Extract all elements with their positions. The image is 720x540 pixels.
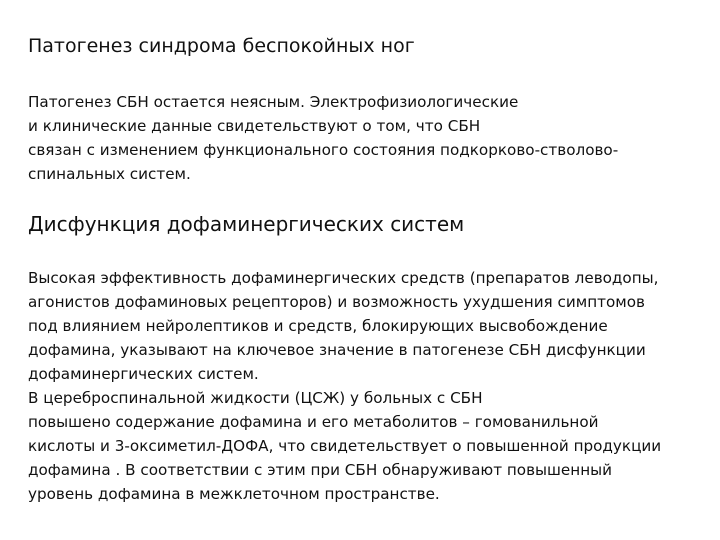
paragraph-line: Патогенез СБН остается неясным. Электрофизиологические [28,93,519,111]
paragraph-line: Высокая эффективность дофаминергических средств (препаратов леводопы, [28,269,659,287]
paragraph-line: кислоты и 3-оксиметил-ДОФА, что свидетельствует о повышенной продукции [28,437,662,455]
dopamine-paragraph [28,266,698,506]
paragraph-line: связан с изменением функционального состояния подкорково-стволово- [28,141,619,159]
paragraph-line: В цереброспинальной жидкости (ЦСЖ) у больных с СБН [28,389,483,407]
paragraph-line: под влиянием нейролептиков и средств, блокирующих высвобождение [28,317,608,335]
paragraph-line: дофамина, указывают на ключевое значение в патогенезе СБН дисфункции [28,341,646,359]
pathogenesis-paragraph [28,90,692,186]
paragraph-line: дофамина . В соответствии с этим при СБН обнаруживают повышенный [28,461,612,479]
paragraph-line: агонистов дофаминовых рецепторов) и возможность ухудшения симптомов [28,293,645,311]
paragraph-line: уровень дофамина в межклеточном пространстве. [28,485,440,503]
slide-title: Патогенез синдрома беспокойных ног [28,35,415,57]
section-heading: Дисфункция дофаминергических систем [28,212,465,236]
paragraph-line: спинальных систем. [28,165,191,183]
paragraph-line: и клинические данные свидетельствуют о том, что СБН [28,117,481,135]
paragraph-line: повышено содержание дофамина и его метаболитов – гомованильной [28,413,599,431]
paragraph-line: дофаминергических систем. [28,365,259,383]
